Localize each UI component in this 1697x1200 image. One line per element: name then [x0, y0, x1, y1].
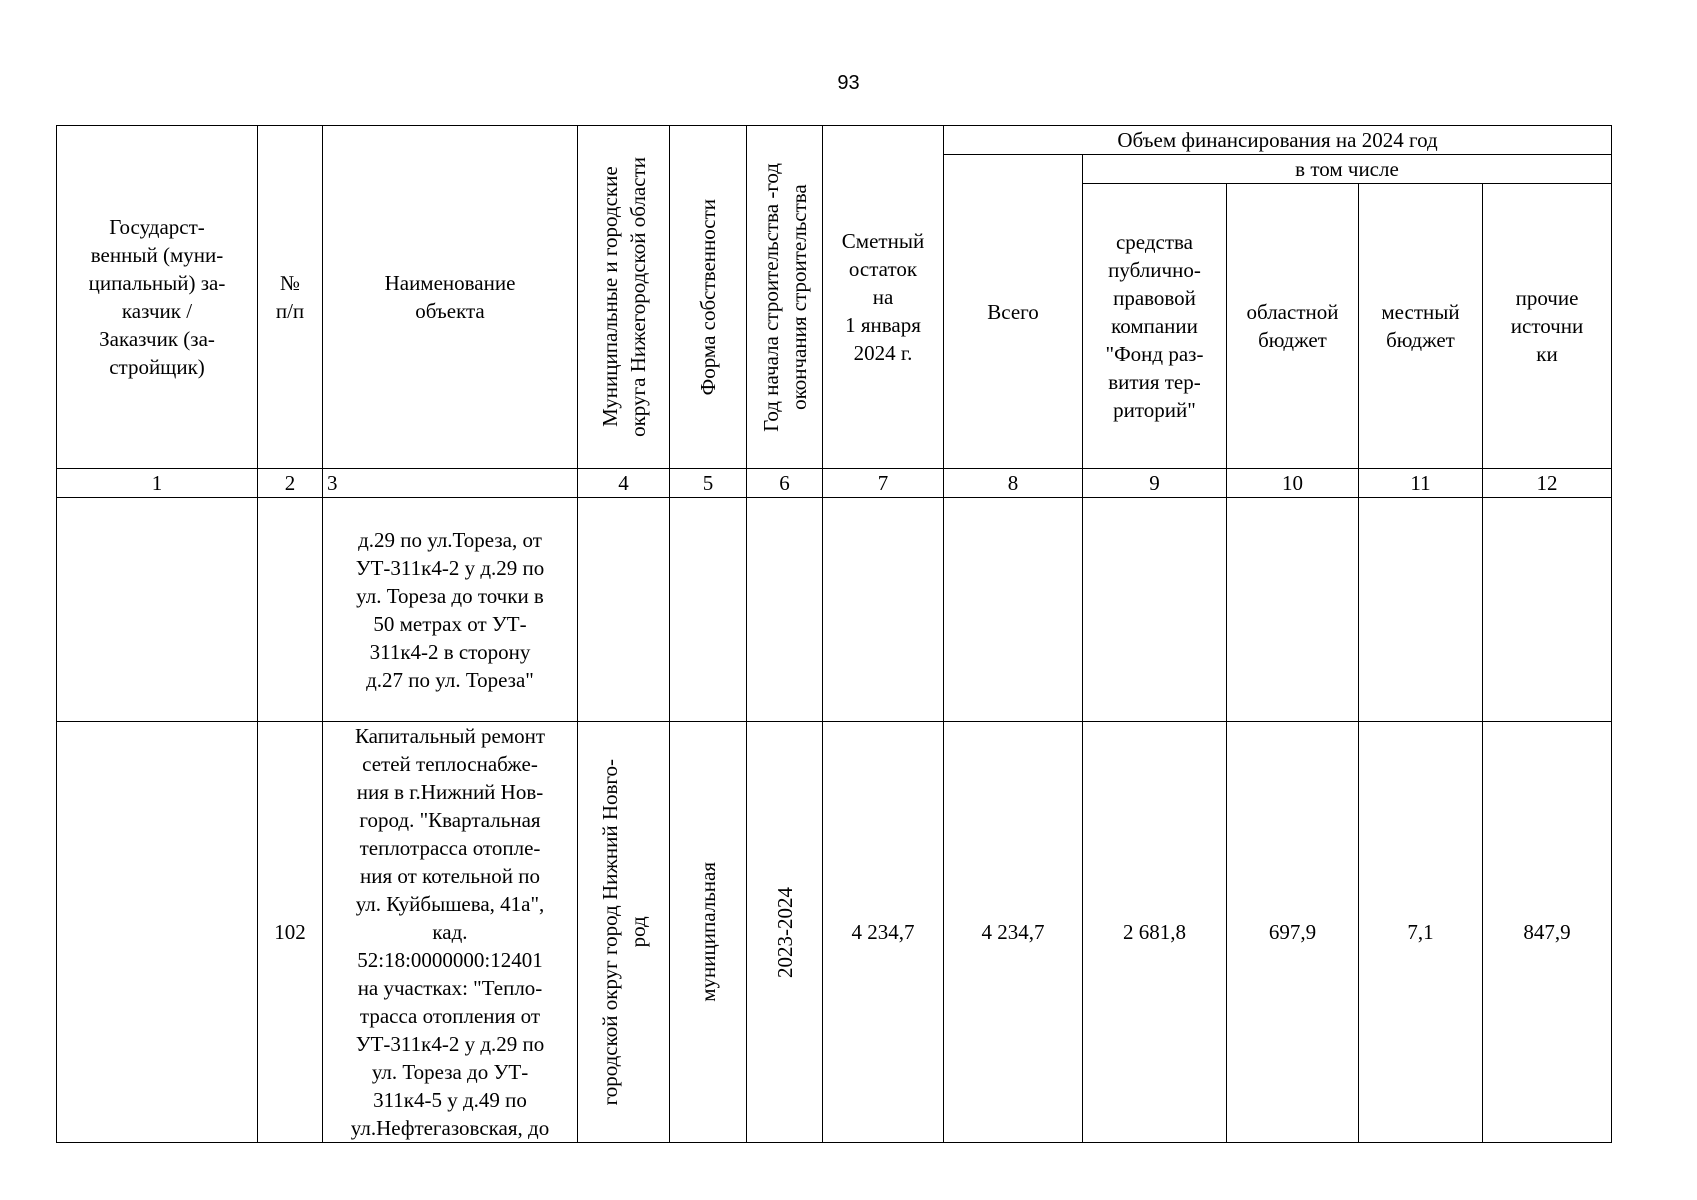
other-sources-cell [1483, 498, 1612, 722]
header-estimate-remainder: Сметный остаток на 1 января 2024 г. [823, 126, 944, 469]
municipality-cell [578, 498, 670, 722]
table-row [57, 722, 1612, 1143]
ppk-fund-cell: 2 681,8 [1083, 722, 1227, 1143]
column-number: 12 [1483, 469, 1612, 498]
header-local-budget: местный бюджет [1359, 184, 1483, 469]
header-other-sources: прочие источни ки [1483, 184, 1612, 469]
header-total: Всего [944, 155, 1083, 469]
customer-cell [57, 722, 258, 1143]
total-cell [944, 498, 1083, 722]
object-name-cell: Капитальный ремонт сетей теплоснабже- ния в г.Нижний Нов- город. "Квартальная теплотрасса отопле- ния от котельной по ул. Куйбышева, 41а", кад. 52:18:0000000:12401 на участках: "Тепло- трасса отопления от УТ-311к4-2 у д.29 по ул. Тореза до УТ- 311к4-5 у д.49 по ул.Нефтегазовская, до [323, 722, 578, 1143]
header-regional-budget: областной бюджет [1227, 184, 1359, 469]
column-number: 10 [1227, 469, 1359, 498]
column-number: 3 [323, 469, 578, 498]
ownership-cell: муниципальная [670, 722, 747, 1143]
header-ownership: Форма собственности [670, 126, 747, 469]
total-cell: 4 234,7 [944, 722, 1083, 1143]
object-name-cell: д.29 по ул.Тореза, от УТ-311к4-2 у д.29 по ул. Тореза до точки в 50 метрах от УТ- 311к4-2 в сторону д.27 по ул. Тореза" [323, 498, 578, 722]
column-number: 2 [258, 469, 323, 498]
column-number: 8 [944, 469, 1083, 498]
number-cell: 102 [258, 722, 323, 1143]
column-number: 1 [57, 469, 258, 498]
other-sources-cell: 847,9 [1483, 722, 1612, 1143]
financing-table [56, 125, 1612, 1143]
estimate-cell: 4 234,7 [823, 722, 944, 1143]
column-number: 7 [823, 469, 944, 498]
ownership-cell [670, 498, 747, 722]
customer-cell [57, 498, 258, 722]
column-number: 11 [1359, 469, 1483, 498]
column-number: 6 [747, 469, 823, 498]
table-row [57, 498, 1612, 722]
ppk-fund-cell [1083, 498, 1227, 722]
regional-budget-cell [1227, 498, 1359, 722]
number-cell [258, 498, 323, 722]
header-financing-group: Объем финансирования на 2024 год [944, 126, 1612, 155]
years-cell: 2023-2024 [747, 722, 823, 1143]
header-including: в том числе [1083, 155, 1612, 184]
page-number: 93 [837, 72, 860, 94]
header-municipality: Муниципальные и городские округа Нижегородской области [578, 126, 670, 469]
header-ppk-fund: средства публично- правовой компании "Фонд раз- вития тер- риторий" [1083, 184, 1227, 469]
header-years: Год начала строительства -год окончания строительства [747, 126, 823, 469]
estimate-cell [823, 498, 944, 722]
column-number-row [57, 469, 1612, 498]
header-row-1 [57, 126, 1612, 155]
column-number: 5 [670, 469, 747, 498]
local-budget-cell: 7,1 [1359, 722, 1483, 1143]
municipality-cell: городской округ город Нижний Новго- род [578, 722, 670, 1143]
header-number: № п/п [258, 126, 323, 469]
header-customer: Государст- венный (муни- ципальный) за- казчик / Заказчик (за- стройщик) [57, 126, 258, 469]
years-cell [747, 498, 823, 722]
regional-budget-cell: 697,9 [1227, 722, 1359, 1143]
column-number: 4 [578, 469, 670, 498]
header-object-name: Наименование объекта [323, 126, 578, 469]
column-number: 9 [1083, 469, 1227, 498]
local-budget-cell [1359, 498, 1483, 722]
